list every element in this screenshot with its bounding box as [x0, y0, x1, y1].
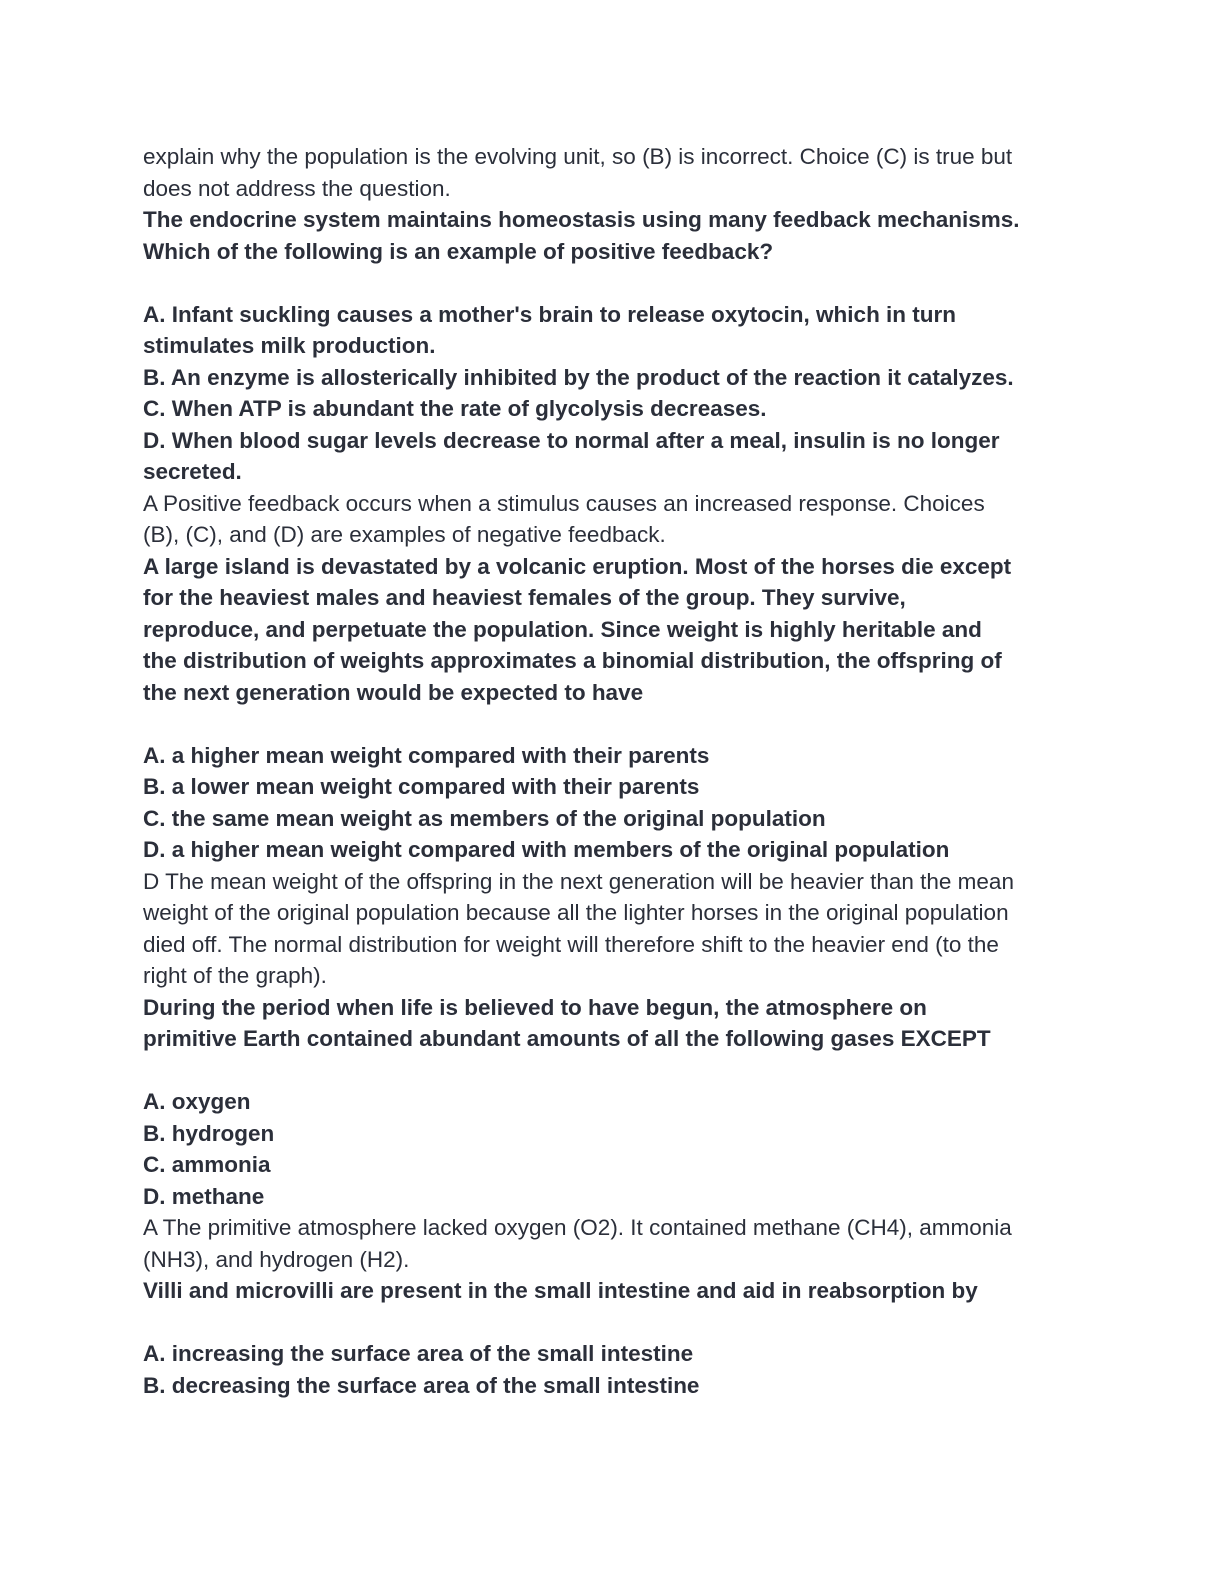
question-text: A large island is devastated by a volcanic eruption. Most of the horses die except: [143, 553, 1012, 579]
answer-option: stimulates milk production.: [143, 333, 436, 358]
answer-option: A. Infant suckling causes a mother's brain to release oxytocin, which in turn: [143, 301, 957, 327]
explanation-text: D The mean weight of the offspring in the next generation will be heavier than the mean: [143, 868, 1014, 894]
answer-option: D. When blood sugar levels decrease to normal after a meal, insulin is no longer: [143, 427, 1000, 453]
answer-option: secreted.: [143, 459, 242, 484]
explanation-text: weight of the original population because all the lighter horses in the original population: [143, 900, 1009, 925]
answer-option: A. oxygen: [143, 1089, 251, 1114]
question-text: Villi and microvilli are present in the small intestine and aid in reabsorption by: [143, 1278, 978, 1303]
explanation-text: (NH3), and hydrogen (H2).: [143, 1246, 410, 1272]
explanation-text: (B), (C), and (D) are examples of negative feedback.: [143, 522, 666, 547]
answer-option: D. a higher mean weight compared with members of the original population: [143, 837, 950, 862]
explanation-text: A The primitive atmosphere lacked oxygen (O2). It contained methane (CH4), ammonia: [143, 1215, 1012, 1240]
spacer: [143, 708, 1083, 740]
question-text: The endocrine system maintains homeostasis using many feedback mechanisms.: [143, 207, 1020, 232]
answer-option: B. decreasing the surface area of the small intestine: [143, 1372, 700, 1398]
answer-option: C. ammonia: [143, 1152, 271, 1177]
answer-option: A. increasing the surface area of the small intestine: [143, 1341, 694, 1366]
question-text: for the heaviest males and heaviest females of the group. They survive,: [143, 585, 906, 610]
answer-option: C. When ATP is abundant the rate of glycolysis decreases.: [143, 396, 767, 421]
explanation-text: does not address the question.: [143, 175, 451, 201]
answer-option: B. hydrogen: [143, 1120, 275, 1146]
question-text: reproduce, and perpetuate the population. Since weight is highly heritable and: [143, 616, 982, 642]
spacer: [143, 1307, 1083, 1339]
explanation-text: died off. The normal distribution for weight will therefore shift to the heavier end (to the: [143, 931, 999, 957]
question-text: the distribution of weights approximates a binomial distribution, the offspring of: [143, 648, 1002, 673]
question-text: the next generation would be expected to have: [143, 679, 644, 705]
spacer: [143, 1055, 1083, 1087]
explanation-text: explain why the population is the evolving unit, so (B) is incorrect. Choice (C) is true but: [143, 144, 1013, 169]
answer-option: C. the same mean weight as members of the original population: [143, 805, 826, 831]
answer-option: D. methane: [143, 1183, 265, 1209]
document-page: [143, 141, 1083, 1401]
question-text: During the period when life is believed to have begun, the atmosphere on: [143, 994, 927, 1020]
explanation-text: right of the graph).: [143, 963, 327, 988]
spacer: [143, 267, 1083, 299]
question-text: primitive Earth contained abundant amounts of all the following gases EXCEPT: [143, 1026, 991, 1051]
answer-option: B. a lower mean weight compared with their parents: [143, 774, 700, 799]
answer-option: A. a higher mean weight compared with their parents: [143, 742, 710, 768]
answer-option: B. An enzyme is allosterically inhibited by the product of the reaction it catalyzes.: [143, 364, 1014, 390]
question-text: Which of the following is an example of positive feedback?: [143, 238, 774, 264]
explanation-text: A Positive feedback occurs when a stimulus causes an increased response. Choices: [143, 490, 985, 516]
